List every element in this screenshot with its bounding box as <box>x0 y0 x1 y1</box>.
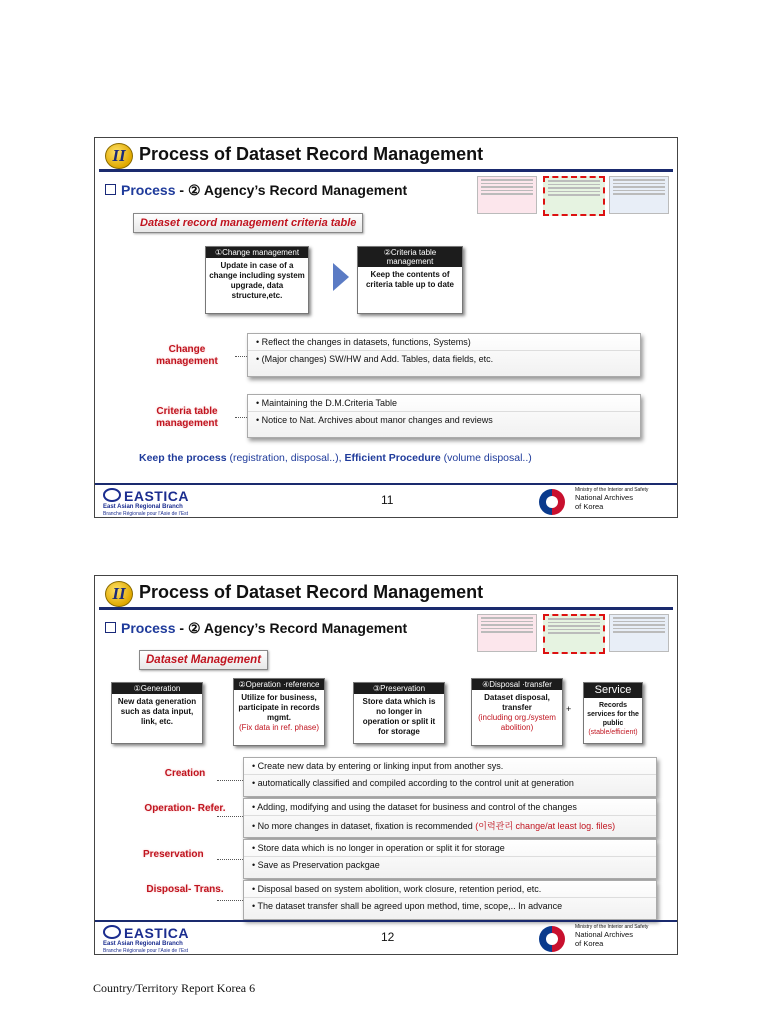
section-title: Dataset Management <box>139 650 268 670</box>
right-arrow-icon <box>333 263 349 291</box>
national-archives-label: Ministry of the Interior and Safety National Archives of Korea <box>575 487 649 511</box>
step-header: ②Criteria table management <box>358 247 462 267</box>
logo-subtitle: East Asian Regional Branch <box>103 504 183 510</box>
detail-label-creation: Creation <box>164 768 206 779</box>
logo-subtitle-fr: Branche Régionale pour l’Asie de l’Est <box>103 948 189 954</box>
step-box-service <box>583 682 643 744</box>
detail-line: • Save as Preservation packgae <box>244 856 656 873</box>
connector <box>217 859 243 860</box>
step-box-operation <box>233 678 325 746</box>
step-body: Update in case of a change including system upgrade, data structure,etc. <box>209 261 305 300</box>
detail-label-criteria: Criteria table management <box>156 406 218 429</box>
page-number: 11 <box>381 493 394 507</box>
step-box-criteria-table <box>357 246 463 314</box>
detail-panel-disposal <box>243 880 657 920</box>
plus-sign: + <box>566 704 572 714</box>
step-box-preservation <box>353 682 445 744</box>
detail-line: • Store data which is no longer in operation or split it for storage <box>252 843 505 853</box>
korea-emblem-icon <box>539 926 565 952</box>
step-header: ③Preservation <box>354 683 444 694</box>
slide-title: Process of Dataset Record Management <box>139 582 484 602</box>
eastica-symbol-icon <box>103 488 121 502</box>
connector <box>217 780 243 781</box>
thumbnail-step-3 <box>609 176 669 214</box>
detail-label-disposal: Disposal- Trans. <box>146 884 224 895</box>
slide-title: Process of Dataset Record Management <box>139 144 484 164</box>
slide-title-bar <box>99 141 673 172</box>
step-body: Dataset disposal, transfer (including org./system abolition) <box>478 693 556 732</box>
slide-subtitle: Process - ② Agency’s Record Management <box>105 182 407 199</box>
thumbnail-step-3 <box>609 614 669 652</box>
step-body: New data generation such as data input, link, etc. <box>117 697 197 726</box>
process-thumbnail-map <box>477 172 673 216</box>
thumbnail-step-1 <box>477 614 537 652</box>
slide-11 <box>94 137 678 518</box>
detail-label-preservation: Preservation <box>143 849 204 860</box>
detail-label-operation: Operation- Refer. <box>144 803 226 814</box>
thumbnail-step-2-selected <box>543 176 605 216</box>
page-caption: Country/Territory Report Korea 6 <box>93 981 256 995</box>
section-title: Dataset record management criteria table <box>133 213 363 233</box>
connector <box>235 417 247 418</box>
connector <box>217 816 243 817</box>
detail-line: • Notice to Nat. Archives about manor changes and reviews <box>248 411 640 428</box>
slide-title-bar <box>99 579 673 610</box>
step-body: Store data which is no longer in operation or split it for storage <box>362 697 436 736</box>
logo-subtitle-fr: Branche Régionale pour l’Asie de l’Est <box>103 511 189 517</box>
step-header: ②Operation ·reference <box>234 679 324 690</box>
step-body: Utilize for business, participate in records mgmt. (Fix data in ref. phase) <box>238 693 320 732</box>
thumbnail-step-2-selected <box>543 614 605 654</box>
detail-label-change: Change management <box>156 344 218 367</box>
detail-line: • Maintaining the D.M.Criteria Table <box>256 398 398 408</box>
step-header: ①Generation <box>112 683 202 694</box>
step-box-generation <box>111 682 203 744</box>
chapter-badge-icon: II <box>105 581 133 607</box>
detail-line: • Reflect the changes in datasets, functions, Systems) <box>256 337 471 347</box>
logo-subtitle: East Asian Regional Branch <box>103 941 183 947</box>
step-box-disposal <box>471 678 563 746</box>
detail-line: • The dataset transfer shall be agreed upon method, time, scope,.. In advance <box>244 897 656 914</box>
step-box-change-management <box>205 246 309 314</box>
detail-line: • automatically classified and compiled according to the control unit at generation <box>244 774 656 791</box>
step-body: Keep the contents of criteria table up to date <box>365 270 455 289</box>
detail-line: • Adding, modifying and using the dataset for business and control of the changes <box>252 802 577 812</box>
step-header: ④Disposal ·transfer <box>472 679 562 690</box>
slide-footer <box>95 920 677 954</box>
slide-footer <box>95 483 677 517</box>
detail-line: • Create new data by entering or linking input from another sys. <box>252 761 504 771</box>
detail-panel-change <box>247 333 641 377</box>
checkbox-bullet-icon <box>105 184 116 195</box>
detail-line: • No more changes in dataset, fixation is recommended (이력관리 change/at least log. files) <box>244 815 656 835</box>
thumbnail-step-1 <box>477 176 537 214</box>
detail-panel-creation <box>243 757 657 797</box>
eastica-logo: EASTICA <box>103 925 189 941</box>
page-number: 12 <box>381 930 395 944</box>
connector <box>235 356 247 357</box>
slide-12 <box>94 575 678 955</box>
eastica-logo: EASTICA <box>103 488 189 504</box>
checkbox-bullet-icon <box>105 622 116 633</box>
slide-subtitle: Process - ② Agency’s Record Management <box>105 620 407 637</box>
national-archives-label: Ministry of the Interior and Safety National Archives of Korea <box>575 924 649 948</box>
process-thumbnail-map <box>477 610 673 654</box>
detail-panel-operation <box>243 798 657 838</box>
detail-panel-criteria <box>247 394 641 438</box>
keep-process-note: Keep the process (registration, disposal..), Efficient Procedure (volume disposal..) <box>139 452 532 464</box>
connector <box>217 900 243 901</box>
detail-line: • (Major changes) SW/HW and Add. Tables, data fields, etc. <box>248 350 640 367</box>
chapter-badge-icon: II <box>105 143 133 169</box>
step-body: Records services for the public (stable/efficient) <box>587 702 639 736</box>
step-header: ①Change management <box>206 247 308 258</box>
step-header: Service <box>584 683 642 698</box>
detail-line: • Disposal based on system abolition, work closure, retention period, etc. <box>252 884 542 894</box>
eastica-symbol-icon <box>103 925 121 939</box>
detail-panel-preservation <box>243 839 657 879</box>
korea-emblem-icon <box>539 489 565 515</box>
